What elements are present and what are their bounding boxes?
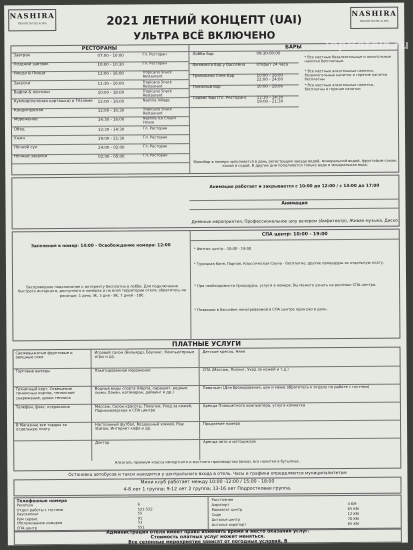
footer-line-2: Стоимость платных услуг может меняться. xyxy=(150,534,266,541)
restaurant-place: Гл. Ресторан xyxy=(143,135,168,140)
distance-label: Расстояния xyxy=(211,497,234,502)
restaurant-name: Пицца & Пицца xyxy=(13,70,46,76)
animation-time: Анимация работает и закрывается с 10:00 до 12:00 / с 14:00 до 17:00 xyxy=(209,182,380,189)
distance-value: 70 KM xyxy=(347,516,359,522)
restaurant-name: Поздний завтрак xyxy=(13,61,49,67)
hotel-logo-left: NASHIRA RESORT HOTEL & SPA xyxy=(8,9,56,31)
restaurant-place: Nashira Ice Cream House xyxy=(142,116,177,125)
restaurant-time: 11:30 - 16:00 xyxy=(97,80,124,86)
distance-label: Манавгат центр xyxy=(211,507,243,512)
restaurant-place: Nashira Village xyxy=(142,98,170,103)
watermark-brand: TopHotels.ru xyxy=(323,38,409,52)
bar-name: Сервис бар (Гл. Ресторан) xyxy=(192,94,247,101)
bar-note: * Все местные алкогольные напитки, безалкогольные напитки и горячие напитки бесплатны xyxy=(304,68,388,82)
restaurant-name: Обед xyxy=(13,125,25,131)
restaurant-place: Гл. Ресторан xyxy=(142,52,167,57)
paid-service-col2: Пакетированное мороженое xyxy=(94,368,151,373)
restaurant-time: 07:00 - 10:00 xyxy=(97,52,124,58)
bar-name: Флэмингo бар у бассейна xyxy=(192,61,246,68)
paid-service-col3: СПА (Массаж, Пилинг, Уход за кожей и т.д.) xyxy=(202,367,289,373)
restaurant-time: 10:00 - 18:00 xyxy=(97,89,125,95)
phone-number: 53 xyxy=(137,520,143,525)
phone-number: 91 xyxy=(137,515,143,520)
restaurant-name: Ночные закуски xyxy=(14,153,48,159)
distance-value: 65 KM xyxy=(347,521,359,527)
phone-number: 521-522 xyxy=(137,506,153,511)
bar-note: * Все местные безалкогольные и алкогольные напитки бесплатные. xyxy=(304,54,391,64)
distance-label: Сиде xyxy=(211,512,222,517)
animation-text: Дневные мероприятия, Профессиональное шоу вечером (Амфитеатр), Живая музыка, Диско xyxy=(191,217,398,225)
restaurant-name: Кондитерская xyxy=(13,107,44,113)
distance-label: Аэропорт xyxy=(211,502,230,507)
paid-service-col1: Свежевыжатые фруктовые и овощные соки xyxy=(15,350,73,360)
restaurant-name: Завтрак xyxy=(13,52,31,58)
checkin-time: Заселение в номер: 14:00 - Освобождение номера: 12:00 xyxy=(30,242,171,249)
restaurant-time: 14:30 - 16:00 xyxy=(97,116,125,123)
paid-service-col1: Техничный корт, Освещение теннисных кортов, теннисное снаряжение, уроки тенниса xyxy=(15,386,75,400)
phone-label: Ресепшн xyxy=(16,503,34,508)
concept-sheet xyxy=(4,3,408,546)
phone-label: Хаускипинг xyxy=(16,512,39,517)
bar-note: * Все местные алкогольные напитки, бесплатны и горячие напитки xyxy=(304,82,375,92)
spa-heading: СПА центр: 10:00 - 19:00 xyxy=(261,232,328,238)
bus-note: Остановка автобусов и такси находится у центрального входа в отель. Часы и графики определяются муниципалитетом xyxy=(68,471,347,478)
page-subtitle: УЛЬТРА ВСЁ ВКЛЮЧЕНО xyxy=(133,30,276,43)
paid-service-col3: Павильон (Для бронирования, цен и меню обратитесь к отделу по работе с гостями) xyxy=(202,384,370,391)
paid-services-heading: ПЛАТНЫЕ УСЛУГИ xyxy=(171,339,242,349)
minibar-note: Минибар в номере заполняется в день регистрации заезда водой, минеральной водой, фруктовым соком, колой и содой. В другие дни пополняется только вода и минеральная вода. xyxy=(193,158,397,169)
distance-value: 12 KM xyxy=(347,511,359,517)
paid-service-col3: Детское кресло, Няня xyxy=(202,349,246,355)
restaurant-place: Гл. Ресторан xyxy=(142,61,167,66)
footer-line-3: Все сезонные мероприятия зависят от погодных условий. В xyxy=(128,539,288,546)
paid-service-col3: Аренда Планшетного компьютера, услуга комнатка xyxy=(202,403,306,409)
restaurant-time: 12:00 - 16:00 xyxy=(97,70,124,77)
spa-pool-note: * Плавание в бассейне ненагреваемой в СПА центре один раз в день. xyxy=(194,307,328,313)
hotel-logo-right: NASHIRA RESORT HOTEL & SPA xyxy=(350,7,398,29)
phones-heading: Телефонные номера xyxy=(16,497,67,504)
restaurant-place: Tropicano Snack Restaurant xyxy=(142,89,172,98)
page-title: 2021 ЛЕТНИЙ КОНЦЕПТ (UAI) xyxy=(106,12,303,28)
bar-time: 09:30-00:00 xyxy=(256,50,281,56)
bar-time: 10:00 - 18:00 xyxy=(256,83,284,89)
restaurant-name: Ужин xyxy=(14,135,26,141)
alcohol-note: Алкоголь премиум класса импортного и местного производства (вина), все напитки в бутылках. xyxy=(114,459,300,465)
paid-service-col3: Аренда авто и мотоциклов xyxy=(203,439,256,445)
paid-service-col2: Игровой салон (Бильярд), Боулинг, Компьютерные игры и др. xyxy=(94,350,195,360)
distance-label: Анталья аэропорт xyxy=(211,522,247,527)
distance-value: 4 KM xyxy=(347,501,357,507)
animation-heading: Анимация xyxy=(281,201,308,207)
bar-time: 12:30 - 14:30 19:00 - 21:30 xyxy=(256,94,284,104)
phone-label: Обслуживание номеров xyxy=(16,521,63,526)
bar-time: 10:00 - 18:00 22:00 - 24:00 xyxy=(256,72,283,82)
restaurant-place: Tropicano Snack Restaurant xyxy=(142,70,172,79)
restaurant-place: Tropicano Snack Restaurant xyxy=(142,79,172,89)
phone-number: 55 xyxy=(137,511,143,516)
paid-service-col2: Водные виды спорта (Нерпа, парашют, водные лыжи, банан, катамаран, дайвинг и др.) xyxy=(94,386,188,396)
spa-turkish-bath: * Турецкая баня, Парная, Классическая Сауна - бесплатно, другие процедуры за отдельную плату. xyxy=(193,260,385,267)
paid-services-list xyxy=(4,3,404,6)
paid-service-col1: В Магазине все товары за отдельную плату xyxy=(16,422,67,432)
restaurant-name: Мороженое xyxy=(13,116,38,122)
phones-list xyxy=(4,3,404,6)
restaurant-time: 12:00 - 16:00 xyxy=(97,98,125,104)
restaurant-name: Кумпир(печеная картошка) и Гёзлеме xyxy=(13,97,93,104)
restaurant-time: 24:00 - 02:00 xyxy=(98,144,125,150)
restaurant-name: Ночной суп xyxy=(14,144,38,150)
bars-list xyxy=(4,3,404,6)
bar-name: Тропикано Снек бар xyxy=(192,72,235,79)
footer-line-1: Администрация отеля имеет право изменить время и место оказания услуг. xyxy=(106,529,310,536)
distance-label: Анталья центр xyxy=(211,517,240,522)
restaurants-heading: РЕСТОРАНЫ xyxy=(81,45,118,52)
paid-service-col3: Продление номера xyxy=(203,421,241,427)
restaurant-time: 12:30 - 14:30 xyxy=(97,126,125,132)
wifi-note: Беспроводное подключение к интернету бесплатно в лобби. Для подключения быстрого интернета, доступного в номерах и на всей территории отеля, обратитесь на ресепшн: 1 день 3€, 3 дня - 8€, 7 дней - 18€. xyxy=(18,284,187,298)
restaurant-place: Гл. Ресторан xyxy=(142,125,168,131)
phone-number: 6 xyxy=(137,502,140,507)
bars-heading: БАРЫ xyxy=(285,44,302,51)
miniclub-hours: Мини клуб работает между 10:00 -12:00 / 15:00 - 18:00 xyxy=(140,479,275,486)
phone-number: 551 xyxy=(137,524,145,529)
restaurant-name: Вафли & пончики xyxy=(13,88,50,95)
restaurant-place: Гл. Ресторан xyxy=(143,153,168,158)
distance-value: 65 KM xyxy=(347,506,359,512)
restaurant-time: 02:00 - 05:00 xyxy=(98,153,125,159)
restaurant-place: Tropicano Snack Restaurant xyxy=(142,107,173,116)
bar-name: Пляжный бар xyxy=(192,83,221,90)
restaurant-place: Гл. Ресторан xyxy=(143,144,168,149)
restaurant-time: 19:00 - 21:30 xyxy=(98,135,125,141)
phone-label: Отдел работы с гостями xyxy=(16,507,64,512)
restaurants-list xyxy=(4,3,404,6)
fitness-hours: * Фитнес центр : 10:00 - 19:00 xyxy=(193,246,252,252)
phone-label: СПА центр xyxy=(16,525,37,530)
paid-service-col2: Массаж, Салон красоты, Покупки, Уход за кожей, Парикмахерская и СПА центре xyxy=(94,404,193,414)
restaurant-time: 10:00 - 10:30 xyxy=(97,61,124,67)
miniclub-groups: 4-8 лет 1 группа; 9-12 лет 2 группа; 13-16 лет Подростковая группа. xyxy=(123,486,292,493)
phone-label: Рум сервис xyxy=(16,516,38,521)
spa-treatments-note: * При необходимости процедуры, услуги в номере, Вы можете узнать на ресепшн СПА центра. xyxy=(194,282,377,289)
bar-time: открыт 24 часа xyxy=(256,61,288,67)
bar-name: Лобби бар xyxy=(192,50,214,57)
restaurant-time: 12:00 - 16:30 xyxy=(97,107,125,113)
paid-service-col2: Настольный футбол, Воздушный хоккей, Play Station, Интернет кафе и др. xyxy=(95,422,184,432)
paid-service-col1: Торговые выезды xyxy=(15,369,51,374)
paid-service-col2: Доктор xyxy=(95,440,110,445)
paid-service-col1: Телефон, факс, ксерокопия xyxy=(15,404,70,410)
restaurant-name: Закуски xyxy=(13,79,31,85)
